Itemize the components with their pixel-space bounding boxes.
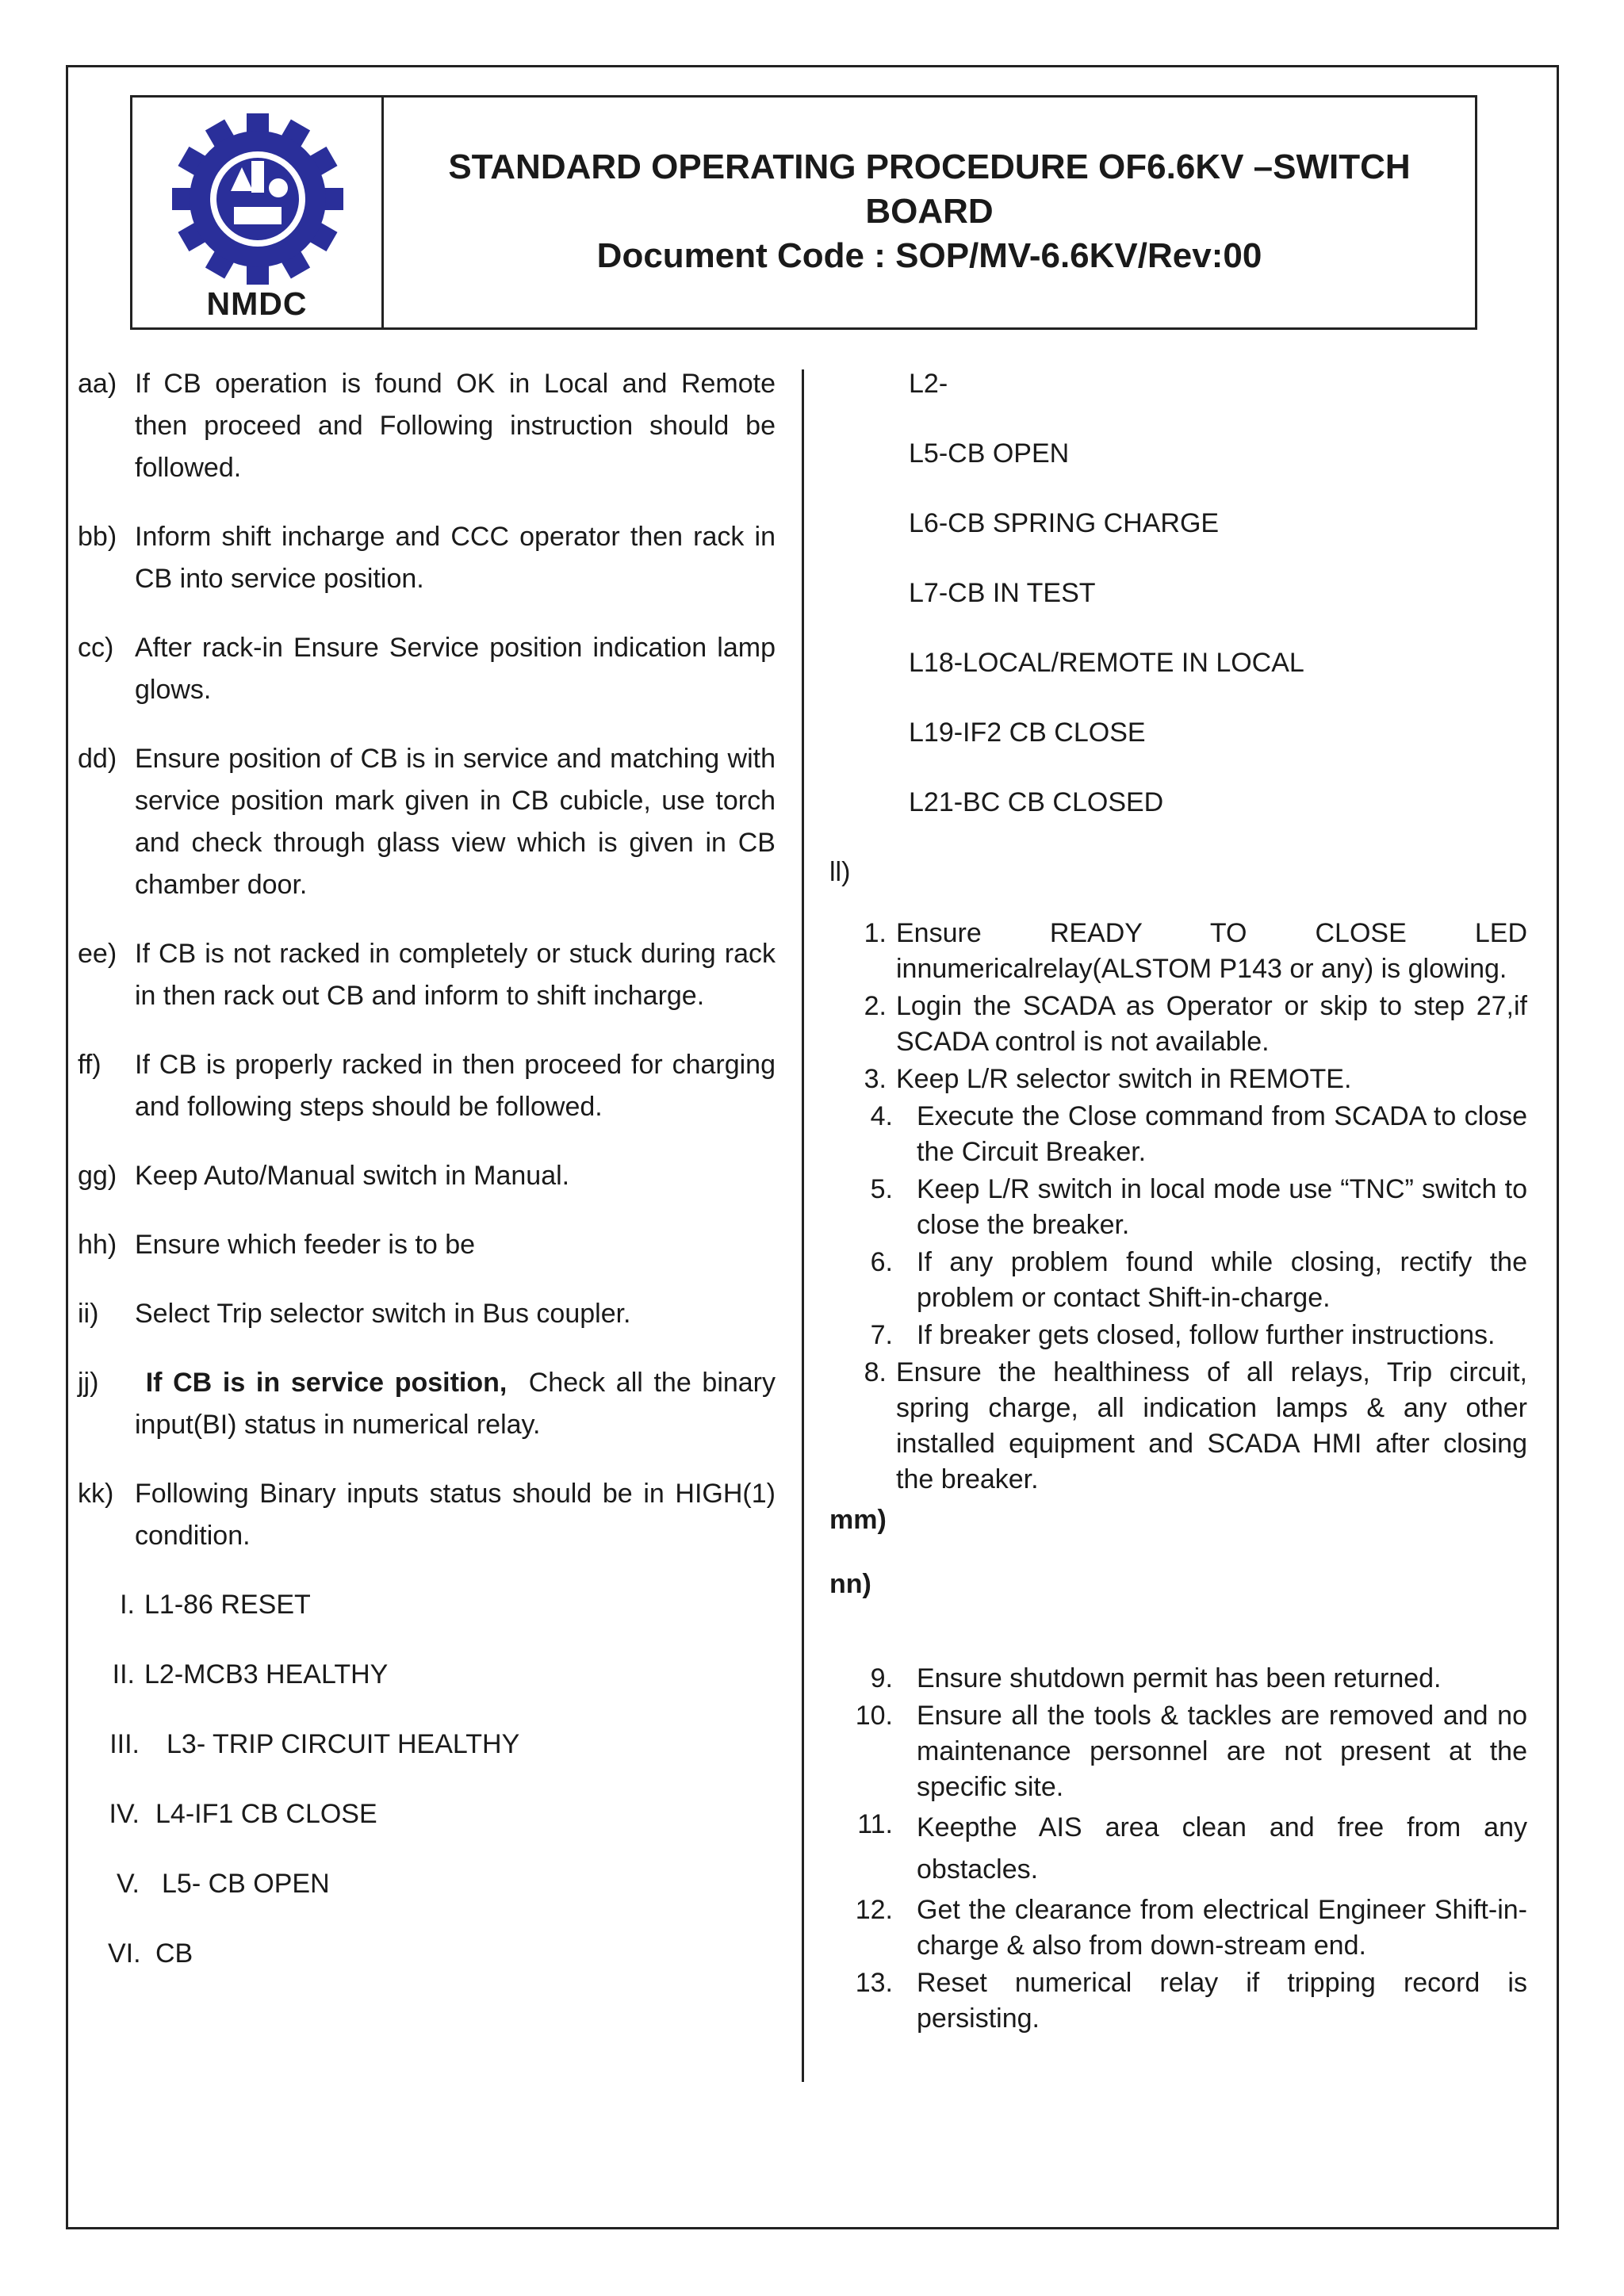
- step-text: Keep Auto/Manual switch in Manual.: [135, 1161, 570, 1191]
- step-paragraph: [78, 1473, 776, 1557]
- roman-label: II.: [112, 1659, 135, 1689]
- step-text: Ensure the healthiness of all relays, Trip circuit, spring charge, all indication lamps & any other installed equipment and SCADA HMI after closing the breaker.: [896, 1357, 1527, 1494]
- step-number: 11.: [857, 1809, 893, 1839]
- list-item: [829, 1807, 1527, 1891]
- step-text: [135, 1362, 776, 1446]
- binary-input-item: L6-CB SPRING CHARGE: [909, 508, 1220, 538]
- list-item: [829, 989, 1527, 1060]
- list-item: [829, 1062, 1527, 1097]
- document-header: [130, 95, 1477, 330]
- step-paragraph: [78, 1293, 776, 1335]
- step-label: hh): [78, 1230, 117, 1260]
- binary-input-text: L2-MCB3 HEALTHY: [144, 1659, 389, 1689]
- step-text: If CB operation is found OK in Local and Remote then proceed and Following instruction should be followed.: [135, 369, 776, 483]
- binary-input-text: CB: [155, 1938, 193, 1969]
- step-paragraph: [78, 1044, 776, 1128]
- step-label: ee): [78, 939, 117, 969]
- step-label: kk): [78, 1479, 114, 1509]
- step-text: If any problem found while closing, rectify the problem or contact Shift-in-charge.: [917, 1247, 1527, 1313]
- post-closing-steps-list: [829, 1661, 1527, 2037]
- right-column: [829, 363, 1527, 2038]
- binary-input-item: L2-: [909, 369, 948, 399]
- step-number: 4.: [870, 1101, 893, 1131]
- step-label: ff): [78, 1050, 102, 1080]
- step-text: After rack-in Ensure Service position indication lamp glows.: [135, 633, 776, 705]
- binary-input-item: L7-CB IN TEST: [909, 578, 1096, 608]
- step-label: aa): [78, 369, 117, 399]
- roman-label: IV.: [109, 1799, 140, 1829]
- binary-input-item: [108, 1724, 776, 1766]
- step-paragraph: [78, 627, 776, 711]
- binary-input-text: L3- TRIP CIRCUIT HEALTHY: [167, 1729, 520, 1759]
- column-divider: [802, 369, 804, 2082]
- step-text-rest: Check all the binary input(BI) status in numerical relay.: [135, 1368, 776, 1440]
- nmdc-logo-icon: [161, 105, 355, 288]
- step-number: 13.: [855, 1968, 893, 1998]
- step-text: Ensure position of CB is in service and matching with service position mark given in CB cubicle, use torch and check through glass view which is given in CB chamber door.: [135, 744, 776, 900]
- step-text: Reset numerical relay if tripping record is persisting.: [917, 1968, 1527, 2034]
- org-name: NMDC: [206, 285, 308, 322]
- step-paragraph-jj: [78, 1362, 776, 1446]
- section-label-ll: ll): [829, 857, 851, 887]
- logo-cell: [132, 98, 384, 327]
- binary-input-item: [108, 1863, 776, 1905]
- list-item: [829, 1698, 1527, 1805]
- step-text: Ensure which feeder is to be: [135, 1230, 476, 1260]
- step-text: Select Trip selector switch in Bus coupler.: [135, 1299, 631, 1329]
- step-text: Ensure shutdown permit has been returned.: [917, 1663, 1442, 1693]
- list-item: [829, 1661, 1527, 1697]
- document-code: Document Code : SOP/MV-6.6KV/Rev:00: [596, 236, 1262, 275]
- step-text: Ensure all the tools & tackles are removed and no maintenance personnel are not present at the specific site.: [917, 1701, 1527, 1802]
- step-text: Keep L/R selector switch in REMOTE.: [896, 1064, 1352, 1094]
- step-text: Following Binary inputs status should be in HIGH(1) condition.: [135, 1479, 776, 1551]
- roman-label: VI.: [108, 1938, 141, 1969]
- binary-input-item: L19-IF2 CB CLOSE: [909, 718, 1146, 748]
- binary-input-item: [108, 1933, 776, 1975]
- step-number: 1.: [864, 918, 887, 948]
- step-text: If breaker gets closed, follow further instructions.: [917, 1320, 1496, 1350]
- step-label: bb): [78, 522, 117, 552]
- step-label: cc): [78, 633, 114, 663]
- step-text: Ensure READY TO CLOSE LED innumericalrelay(ALSTOM P143 or any) is glowing.: [896, 918, 1527, 984]
- step-text: Inform shift incharge and CCC operator then rack in CB into service position.: [135, 522, 776, 594]
- binary-input-item: [108, 1654, 776, 1696]
- closing-steps-list: [829, 916, 1527, 1498]
- step-number: 6.: [870, 1247, 893, 1277]
- binary-input-item: L5-CB OPEN: [909, 438, 1070, 469]
- section-label-mm: mm): [829, 1505, 887, 1535]
- step-label: ii): [78, 1299, 99, 1329]
- roman-label: V.: [116, 1869, 140, 1899]
- step-paragraph: [78, 738, 776, 906]
- list-item: [829, 1355, 1527, 1498]
- step-paragraph: [78, 933, 776, 1017]
- section-label-nn: nn): [829, 1569, 871, 1599]
- list-item: [829, 1318, 1527, 1353]
- title-cell: [384, 98, 1475, 327]
- step-number: 12.: [855, 1895, 893, 1925]
- step-bold-text: If CB is in service position,: [145, 1368, 508, 1398]
- list-item: [829, 1099, 1527, 1170]
- step-number: 3.: [864, 1064, 887, 1094]
- step-label: dd): [78, 744, 117, 774]
- step-number: 10.: [855, 1701, 893, 1731]
- step-number: 7.: [870, 1320, 893, 1350]
- step-paragraph: [78, 363, 776, 489]
- step-text: Get the clearance from electrical Engineer Shift-in-charge & also from down-stream end.: [917, 1895, 1527, 1961]
- step-paragraph: [78, 1224, 776, 1266]
- document-title: STANDARD OPERATING PROCEDURE OF6.6KV –SWITCH BOARD: [448, 147, 1411, 231]
- step-text: Keep L/R switch in local mode use “TNC” switch to close the breaker.: [917, 1174, 1527, 1240]
- list-item: [829, 1892, 1527, 1964]
- step-number: 5.: [870, 1174, 893, 1204]
- step-number: 9.: [870, 1663, 893, 1693]
- list-item: [829, 1965, 1527, 2037]
- list-item: [829, 916, 1527, 987]
- step-text: Execute the Close command from SCADA to close the Circuit Breaker.: [917, 1101, 1527, 1167]
- binary-input-text: L1-86 RESET: [144, 1590, 311, 1620]
- binary-input-item: [108, 1584, 776, 1626]
- step-label: gg): [78, 1161, 117, 1191]
- step-paragraph: [78, 1155, 776, 1197]
- roman-label: III.: [109, 1729, 140, 1759]
- binary-input-item: L21-BC CB CLOSED: [909, 787, 1164, 817]
- binary-input-text: L4-IF1 CB CLOSE: [155, 1799, 377, 1829]
- step-number: 2.: [864, 991, 887, 1021]
- step-label: jj): [78, 1368, 99, 1398]
- step-text: If CB is not racked in completely or stuck during rack in then rack out CB and inform to shift incharge.: [135, 939, 776, 1011]
- binary-input-item: L18-LOCAL/REMOTE IN LOCAL: [909, 648, 1304, 678]
- left-column: [78, 363, 776, 2003]
- roman-label: I.: [120, 1590, 135, 1620]
- step-number: 8.: [864, 1357, 887, 1387]
- binary-input-item: [108, 1793, 776, 1835]
- list-item: [829, 1172, 1527, 1243]
- binary-input-text: L5- CB OPEN: [162, 1869, 330, 1899]
- step-text: If CB is properly racked in then proceed for charging and following steps should be followed.: [135, 1050, 776, 1122]
- step-text: Keepthe AIS area clean and free from any obstacles.: [917, 1812, 1527, 1885]
- step-text: Login the SCADA as Operator or skip to step 27,if SCADA control is not available.: [896, 991, 1527, 1057]
- step-paragraph: [78, 516, 776, 600]
- list-item: [829, 1245, 1527, 1316]
